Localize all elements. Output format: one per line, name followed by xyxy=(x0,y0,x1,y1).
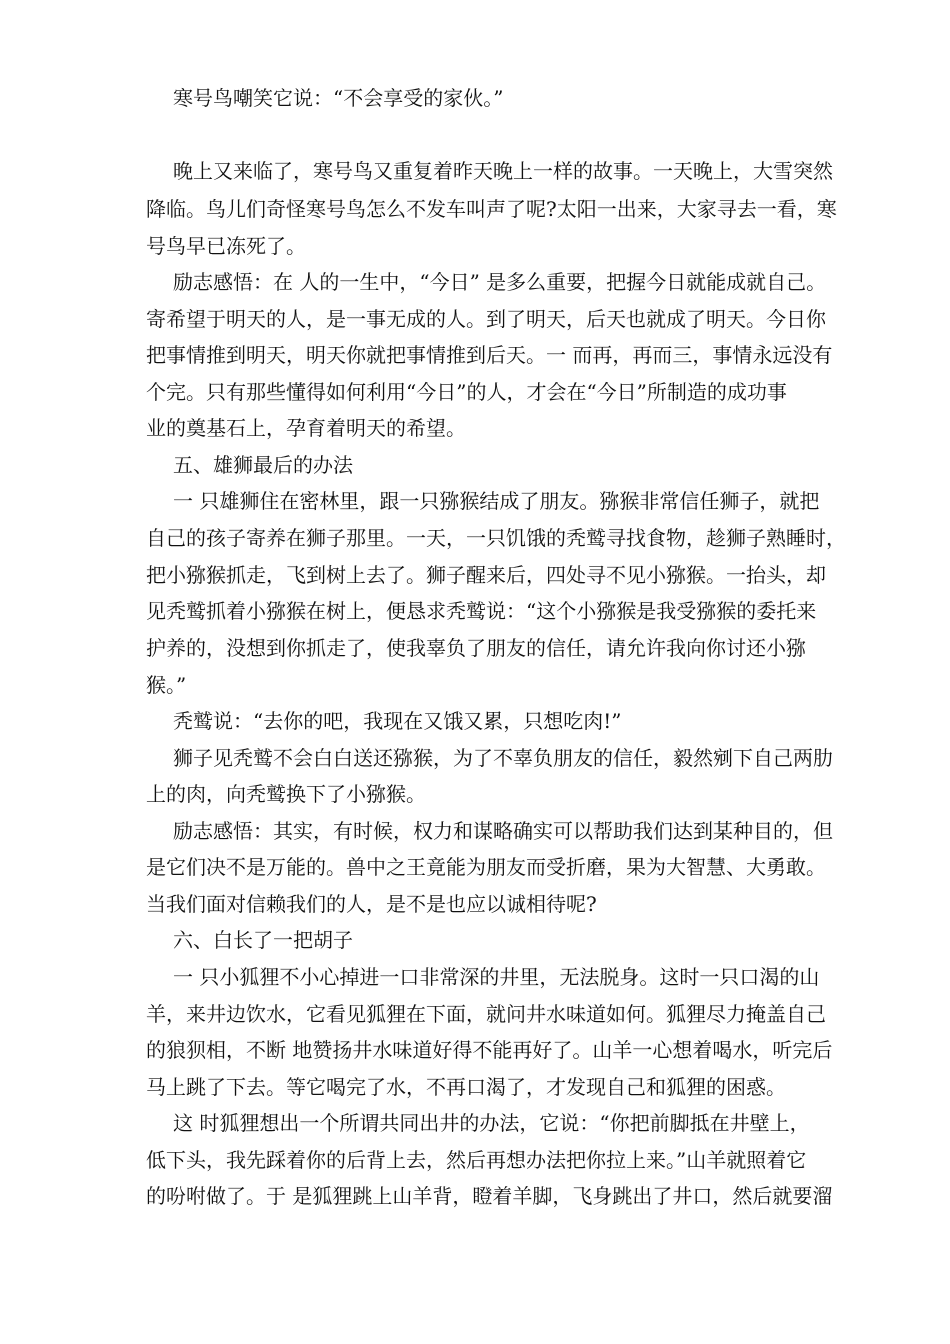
paragraph-line: 晚上又来临了，寒号鸟又重复着昨天晚上一样的故事。一天晚上，大雪突然 xyxy=(173,159,833,183)
paragraph-line: 的吩咐做了。于 是狐狸跳上山羊背，瞪着羊脚，飞身跳出了井口，然后就要溜 xyxy=(146,1184,833,1208)
paragraph-line: 猴。” xyxy=(146,673,187,697)
section-heading: 六、白长了一把胡子 xyxy=(173,928,353,952)
paragraph-line: 降临。鸟儿们奇怪寒号鸟怎么不发车叫声了呢?太阳一出来，大家寻去一看，寒 xyxy=(146,197,837,221)
paragraph-line: 一 只小狐狸不小心掉进一口非常深的井里，无法脱身。这时一只口渴的山 xyxy=(173,965,820,989)
paragraph-line: 把事情推到明天，明天你就把事情推到后天。一 而再，再而三，事情永远没有 xyxy=(146,343,833,367)
paragraph-line: 寒号鸟嘲笑它说：“不会享受的家伙。” xyxy=(173,86,504,110)
paragraph-line: 自己的孩子寄养在狮子那里。一天，一只饥饿的秃鹫寻找食物，趁狮子熟睡时， xyxy=(146,526,846,550)
paragraph-line: 号鸟早已冻死了。 xyxy=(146,234,306,258)
paragraph-line: 低下头，我先踩着你的后背上去，然后再想办法把你拉上来。”山羊就照着它 xyxy=(146,1148,807,1172)
paragraph-line: 把小猕猴抓走，飞到树上去了。狮子醒来后，四处寻不见小猕猴。一抬头，却 xyxy=(146,563,826,587)
paragraph-line: 业的奠基石上，孕育着明天的希望。 xyxy=(146,416,466,440)
section-heading: 五、雄狮最后的办法 xyxy=(173,453,353,477)
paragraph-line: 当我们面对信赖我们的人，是不是也应以诚相待呢? xyxy=(146,892,597,916)
paragraph-line: 护养的，没想到你抓走了，使我辜负了朋友的信任，请允许我向你讨还小猕 xyxy=(146,636,806,660)
paragraph-line: 狮子见秃鹫不会白白送还猕猴，为了不辜负朋友的信任，毅然剜下自己两肋 xyxy=(173,746,833,770)
paragraph-line: 见秃鹫抓着小猕猴在树上，便恳求秃鹫说：“这个小猕猴是我受猕猴的委托来 xyxy=(146,599,817,623)
paragraph-line: 励志感悟：其实，有时候，权力和谋略确实可以帮助我们达到某种目的，但 xyxy=(173,819,833,843)
paragraph-line: 上的肉，向秃鹫换下了小猕猴。 xyxy=(146,782,426,806)
paragraph-line: 是它们决不是万能的。兽中之王竟能为朋友而受折磨，果为大智慧、大勇敢。 xyxy=(146,855,826,879)
paragraph-line: 励志感悟：在 人的一生中，“今日” 是多么重要，把握今日就能成就自己。 xyxy=(173,270,827,294)
paragraph-line: 的狼狈相，不断 地赞扬井水味道好得不能再好了。山羊一心想着喝水，听完后 xyxy=(146,1038,833,1062)
paragraph-line: 这 时狐狸想出一个所谓共同出井的办法，它说：“你把前脚抵在井壁上， xyxy=(173,1111,810,1135)
paragraph-line: 个完。只有那些懂得如何利用“今日”的人，才会在“今日”所制造的成功事 xyxy=(146,380,787,404)
paragraph-line: 一 只雄狮住在密林里，跟一只猕猴结成了朋友。猕猴非常信任狮子，就把 xyxy=(173,489,820,513)
paragraph-line: 秃鹫说：“去你的吧，我现在又饿又累，只想吃肉!” xyxy=(173,709,622,733)
paragraph-line: 羊，来井边饮水，它看见狐狸在下面，就问井水味道如何。狐狸尽力掩盖自己 xyxy=(146,1002,826,1026)
paragraph-line: 寄希望于明天的人，是一事无成的人。到了明天，后天也就成了明天。今日你 xyxy=(146,307,826,331)
paragraph-line: 马上跳了下去。等它喝完了水，不再口渴了，才发现自己和狐狸的困惑。 xyxy=(146,1075,786,1099)
